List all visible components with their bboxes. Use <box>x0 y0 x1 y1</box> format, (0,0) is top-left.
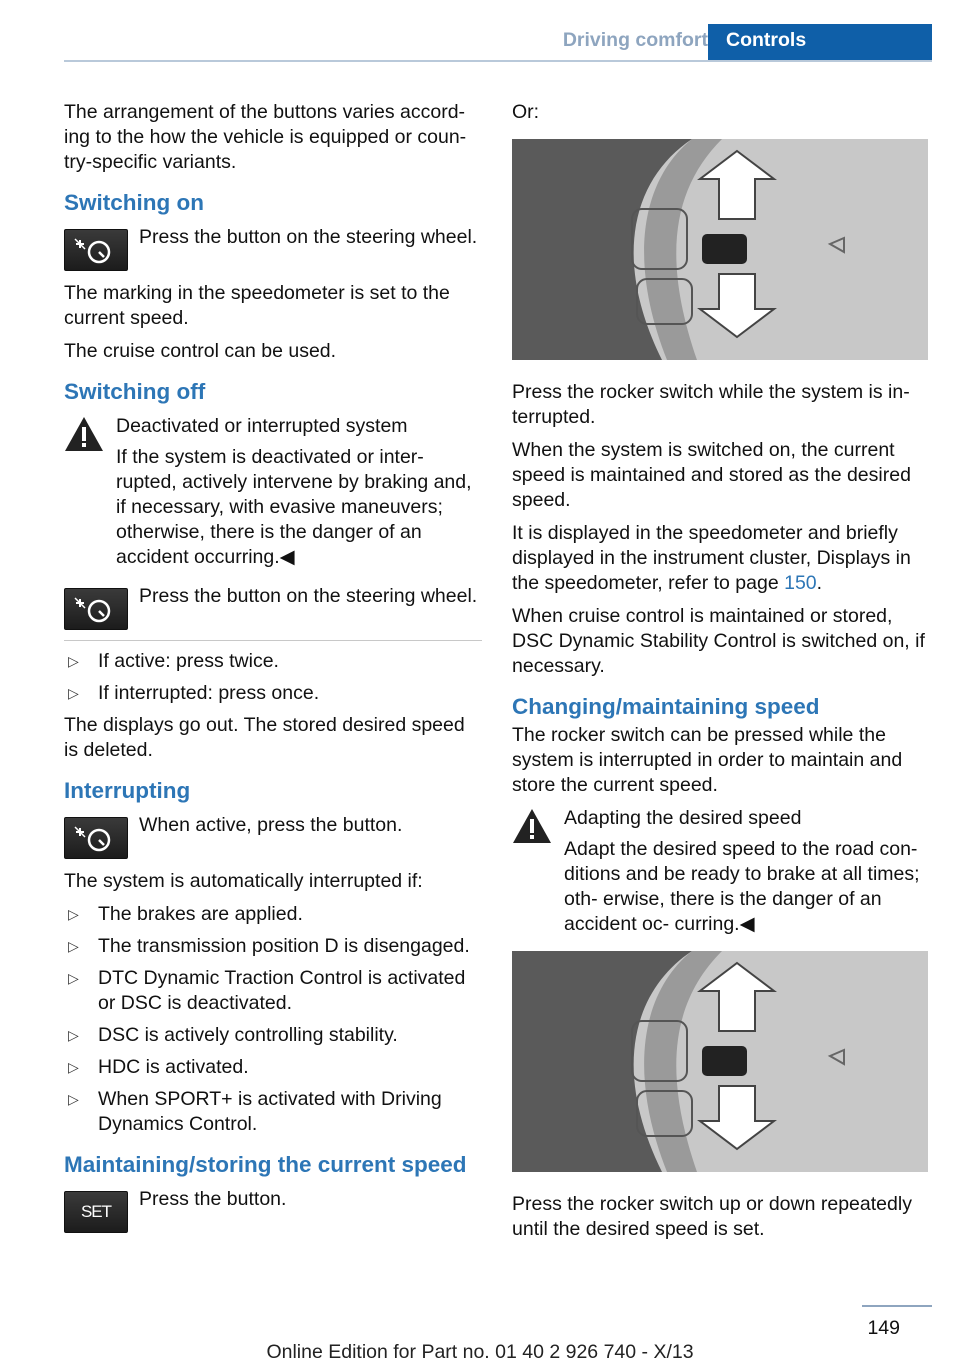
set-button-icon: SET <box>64 1191 128 1233</box>
list-item: ▷ The transmission position D is disengaged. <box>64 934 482 959</box>
warning-adapting <box>512 806 928 937</box>
switch-on-p2: The cruise control can be used. <box>64 340 337 362</box>
interrupt-instruction <box>64 813 482 863</box>
steering-wheel-rocker-image <box>512 139 928 360</box>
interrupt-intro: The system is automatically interrupted if: <box>64 870 423 892</box>
warning-title: Adapting the desired speed <box>564 807 802 829</box>
cruise-control-button-icon <box>64 588 128 630</box>
switch-on-instruction <box>64 225 482 275</box>
warning-triangle-icon <box>512 808 552 844</box>
page-number: 149 <box>867 1317 900 1339</box>
warning-deactivated <box>64 414 482 570</box>
list-item: ▷ If active: press twice. <box>64 649 482 674</box>
list-item: ▷ HDC is activated. <box>64 1055 482 1080</box>
footer-rule <box>862 1305 932 1307</box>
left-column <box>64 100 482 1243</box>
changing-p1: The rocker switch can be pressed while the system is interrupted in order to maintain and store the current speed. <box>512 724 903 796</box>
set-instruction <box>64 1187 482 1237</box>
or-label: Or: <box>512 101 540 123</box>
interrupt-list <box>64 902 482 1137</box>
list-item: ▷ If interrupted: press once. <box>64 681 482 706</box>
warning-triangle-icon <box>64 416 104 452</box>
edition-footer: Online Edition for Part no. 01 40 2 926 740 - X/13 <box>266 1341 694 1362</box>
right-p3-text: It is displayed in the speedometer and briefly displayed in the instrument cluster, Displays in the speedometer, refer to page <box>512 522 911 594</box>
heading-maintaining: Maintaining/storing the current speed <box>64 1152 467 1177</box>
right-p2: When the system is switched on, the current speed is maintained and stored as the desired speed. <box>512 439 911 511</box>
intro-paragraph: The arrangement of the buttons varies accord- ing to the how the vehicle is equipped or coun- try-specific variants. <box>64 101 467 173</box>
changing-p2: Press the rocker switch up or down repeatedly until the desired speed is set. <box>512 1193 912 1240</box>
cruise-control-button-icon <box>64 817 128 859</box>
right-column <box>512 100 928 1250</box>
heading-changing: Changing/maintaining speed <box>512 694 820 719</box>
heading-switching-off: Switching off <box>64 379 206 404</box>
warning-title: Deactivated or interrupted system <box>116 415 408 437</box>
header-rule <box>64 60 932 62</box>
page-header <box>0 24 960 62</box>
right-p3-end: . <box>816 572 823 594</box>
cruise-control-button-icon <box>64 229 128 271</box>
list-item: ▷ DSC is actively controlling stability. <box>64 1023 482 1048</box>
list-item: ▷ When SPORT+ is activated with Driving Dynamics Control. <box>64 1087 482 1137</box>
page-reference-link[interactable]: 150 <box>784 572 817 594</box>
set-text: Press the button. <box>139 1188 287 1210</box>
switch-off-after: The displays go out. The stored desired speed is deleted. <box>64 714 465 761</box>
right-p1: Press the rocker switch while the system is in- terrupted. <box>512 381 910 428</box>
section-title: Driving comfort <box>562 29 708 51</box>
right-p3 <box>512 521 928 596</box>
heading-interrupting: Interrupting <box>64 778 191 803</box>
right-p4: When cruise control is maintained or stored, DSC Dynamic Stability Control is switched on, if necessary. <box>512 605 925 677</box>
list-item: ▷ The brakes are applied. <box>64 902 482 927</box>
switch-on-p1: The marking in the speedometer is set to the current speed. <box>64 282 450 329</box>
chapter-tab: Controls <box>708 24 932 62</box>
switch-off-text: Press the button on the steering wheel. <box>139 585 478 607</box>
switch-on-text: Press the button on the steering wheel. <box>139 226 478 248</box>
steering-wheel-rocker-image <box>512 951 928 1172</box>
list-item: ▷ DTC Dynamic Traction Control is activated or DSC is deactivated. <box>64 966 482 1016</box>
switch-off-instruction <box>64 584 482 634</box>
warning-body: Adapt the desired speed to the road con- ditions and be ready to brake at all times; oth- erwise, there is the danger of an accident oc- curring.◀ <box>564 838 920 935</box>
interrupt-text: When active, press the button. <box>139 814 403 836</box>
heading-switching-on: Switching on <box>64 190 204 215</box>
warning-body: If the system is deactivated or inter- rupted, actively intervene by braking and, if necessary, with evasive maneuvers; otherwise, there is the danger of an accident occurring.◀ <box>116 446 472 568</box>
switch-off-list <box>64 640 482 706</box>
